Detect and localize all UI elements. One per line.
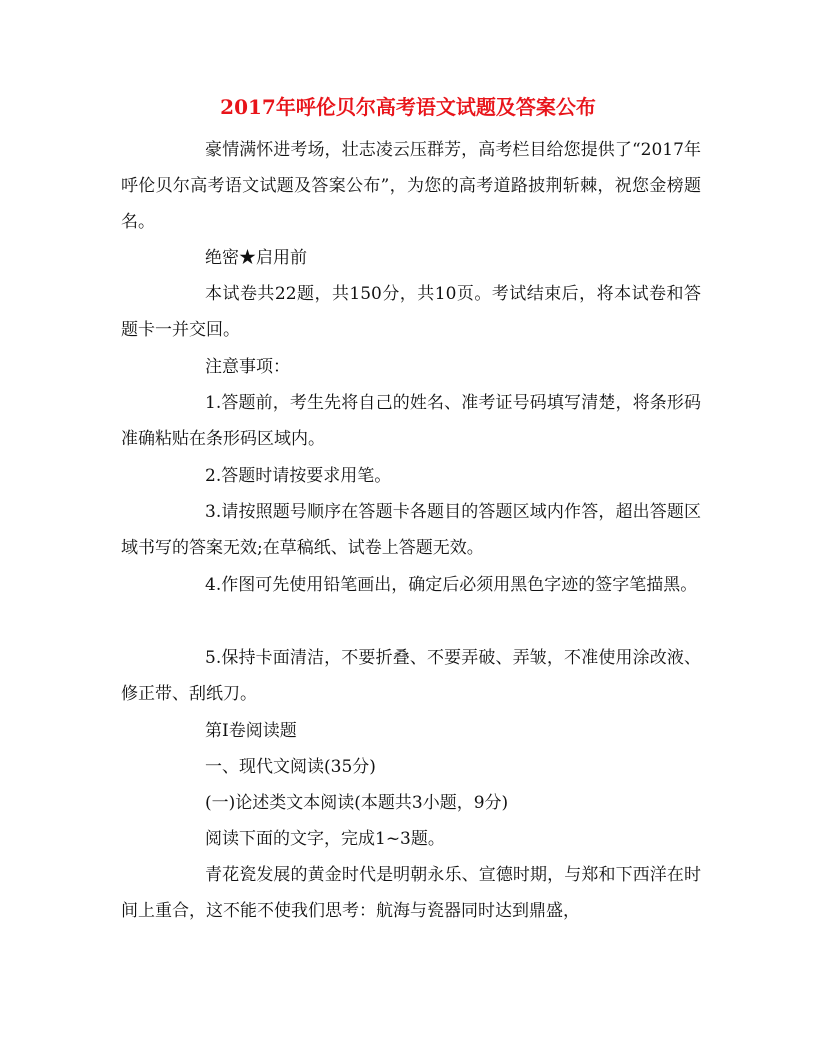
paragraph-reading-text: 青花瓷发展的黄金时代是明朝永乐、宣德时期，与郑和下西洋在时间上重合，这不能不使我们思考：航海与瓷器同时达到鼎盛， [121, 865, 701, 921]
paragraph-note-2: 2.答题时请按要求用笔。 [205, 466, 392, 486]
paragraph-instruction: 阅读下面的文字，完成1~3题。 [205, 829, 445, 849]
paragraph-intro: 豪情满怀进考场，壮志凌云压群芳，高考栏目给您提供了“2017年呼伦贝尔高考语文试题及答案公布”，为您的高考道路披荆斩棘，祝您金榜题名。 [121, 140, 701, 232]
paragraph-confidential: 绝密★启用前 [205, 248, 307, 268]
paragraph-note-1: 1.答题前，考生先将自己的姓名、准考证号码填写清楚，将条形码准确粘贴在条形码区域内。 [121, 393, 701, 449]
paragraph-note-5: 5.保持卡面清洁，不要折叠、不要弄破、弄皱，不准使用涂改液、修正带、刮纸刀。 [121, 648, 701, 704]
paragraph-note-3: 3.请按照题号顺序在答题卡各题目的答题区域内作答，超出答题区域书写的答案无效;在草稿纸、试卷上答题无效。 [121, 502, 701, 558]
document-title: 2017年呼伦贝尔高考语文试题及答案公布 [220, 95, 596, 119]
paragraph-section-heading: 第Ⅰ卷阅读题 [205, 721, 297, 741]
paragraph-exam-info: 本试卷共22题，共150分，共10页。考试结束后，将本试卷和答题卡一并交回。 [121, 284, 701, 340]
paragraph-notes-heading: 注意事项： [205, 357, 290, 377]
paragraph-subsection: (一)论述类文本阅读(本题共3小题，9分) [205, 793, 509, 813]
paragraph-part-one: 一、现代文阅读(35分) [205, 757, 376, 777]
paragraph-note-4: 4.作图可先使用铅笔画出，确定后必须用黑色字迹的签字笔描黑。 [205, 575, 698, 595]
